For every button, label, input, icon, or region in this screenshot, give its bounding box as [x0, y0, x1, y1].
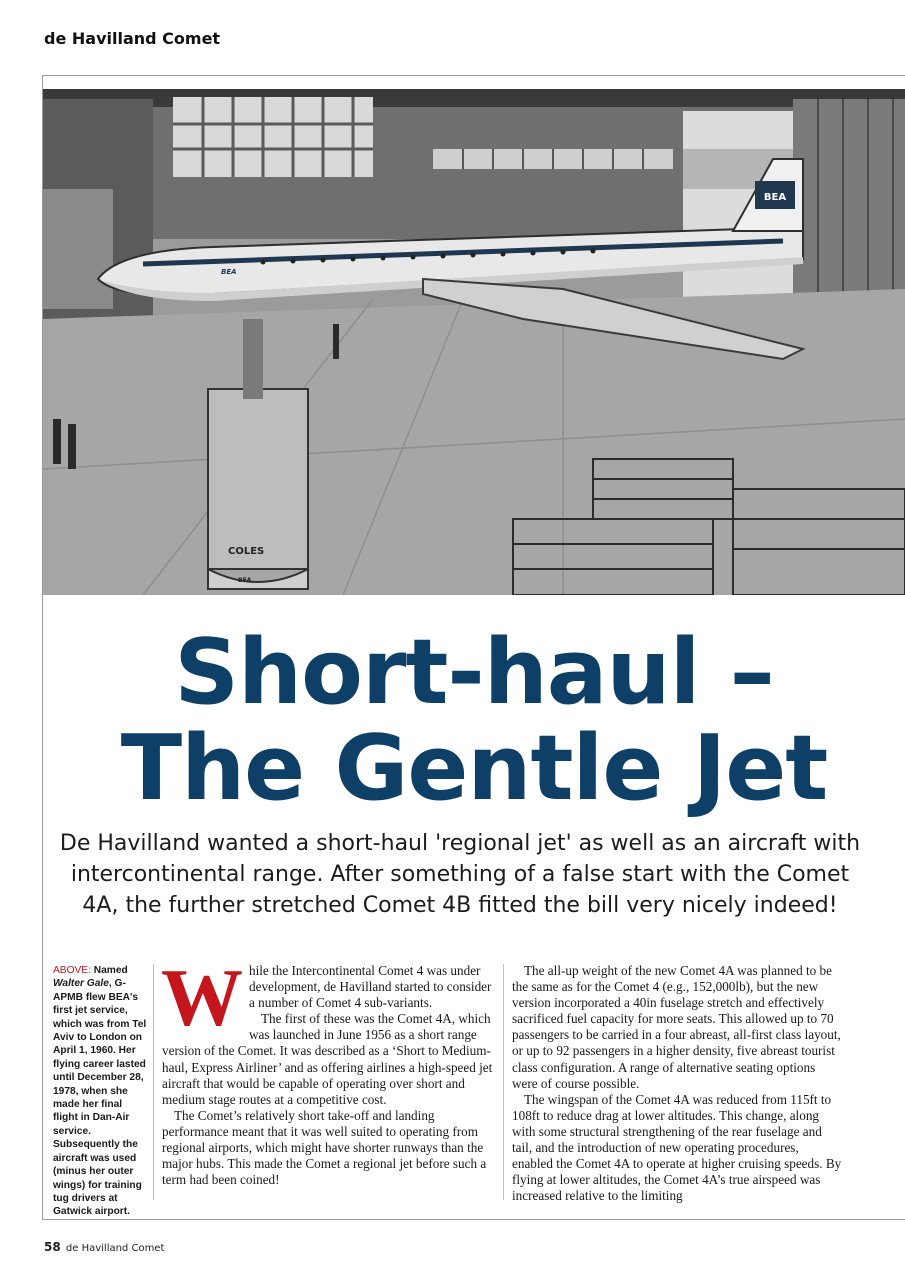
hangar-photo-illustration	[43, 89, 905, 595]
body-paragraph: The Comet’s relatively short take-off and landing performance meant that it was well suited to operating from regional airports, which might have shorter runways than the major hubs. This made the Comet a regional jet before such a term had been coined!	[162, 1107, 487, 1188]
caption-aircraft-name: Walter Gale	[53, 978, 109, 990]
fuselage-marking: BEA	[221, 268, 237, 276]
folio	[44, 1240, 164, 1254]
caption-kicker: ABOVE:	[53, 965, 91, 976]
standfirst: De Havilland wanted a short-haul 'regional jet' as well as an aircraft with intercontinental range. After something of a false start with the Comet 4A, the further stretched Comet 4B fitted the bill very nicely indeed!	[59, 831, 861, 918]
body-paragraph: The wingspan of the Comet 4A was reduced from 115ft to 108ft to reduce drag at lower altitudes. This change, along with some structural strengthening of the rear fuselage and tail, and the introduction of new operating procedures, enabled the Comet 4A to operate at higher cruising speeds. By flying at lower altitudes, the Comet 4A’s true airspeed was increased relative to the limiting	[512, 1091, 842, 1204]
body-column-2	[512, 963, 842, 1204]
folio-title: de Havilland Comet	[65, 1243, 165, 1254]
hangar-photo	[43, 89, 905, 595]
caption-text-2: , G-APMB flew BEA's first jet service, which was from Tel Aviv to London on April 1, 1960. Her flying career lasted until December 28, 1978, when she made her final flight in Dan-Air service. Subsequently the aircraft was used (minus her outer wings) for training tug drivers at Gatwick airport.	[53, 978, 147, 1218]
headline-line-2: The Gentle Jet	[120, 716, 828, 821]
frame-rule-top	[42, 75, 905, 76]
column-rule	[503, 964, 504, 1200]
photo-caption	[53, 964, 149, 1219]
caption-text-1: Named	[90, 965, 128, 976]
frame-rule-bottom	[42, 1219, 905, 1220]
vehicle-marking: COLES	[228, 546, 265, 557]
column-rule	[153, 964, 154, 1200]
vehicle-plate: BEA	[238, 577, 252, 584]
body-paragraph	[161, 952, 494, 1043]
page-number: 58	[44, 1240, 61, 1254]
running-head: de Havilland Comet	[44, 29, 221, 48]
drop-cap: W	[161, 952, 243, 1043]
body-paragraph: The first of these was the Comet 4A, which was launched in June 1956 as a short range version of the Comet. It was described as a ‘Short to Medium-haul, Express Airliner’ and as offering airlines a high-speed jet aircraft that would be capable of operating over short and medium stage routes at a competitive cost.	[162, 1011, 493, 1107]
headline-line-1: Short-haul –	[174, 620, 774, 725]
body-text: hile the Intercontinental Comet 4 was under development, de Havilland started to consider a number of Comet 4 sub-variants.	[249, 963, 492, 1011]
body-column-1	[161, 952, 494, 1188]
body-paragraph: The all-up weight of the new Comet 4A was planned to be the same as for the Comet 4 (e.g., 152,000lb), but the new version incorporated a 40in fuselage stretch and effectively sacrificed fuel capacity for more seats. This allowed up to 70 passengers to be carried in a four abreast, all-first class layout, or up to 92 passengers in a higher density, five abreast tourist class configuration. A range of alternative seating options were of course possible.	[512, 963, 841, 1091]
tail-marking: BEA	[763, 192, 787, 203]
